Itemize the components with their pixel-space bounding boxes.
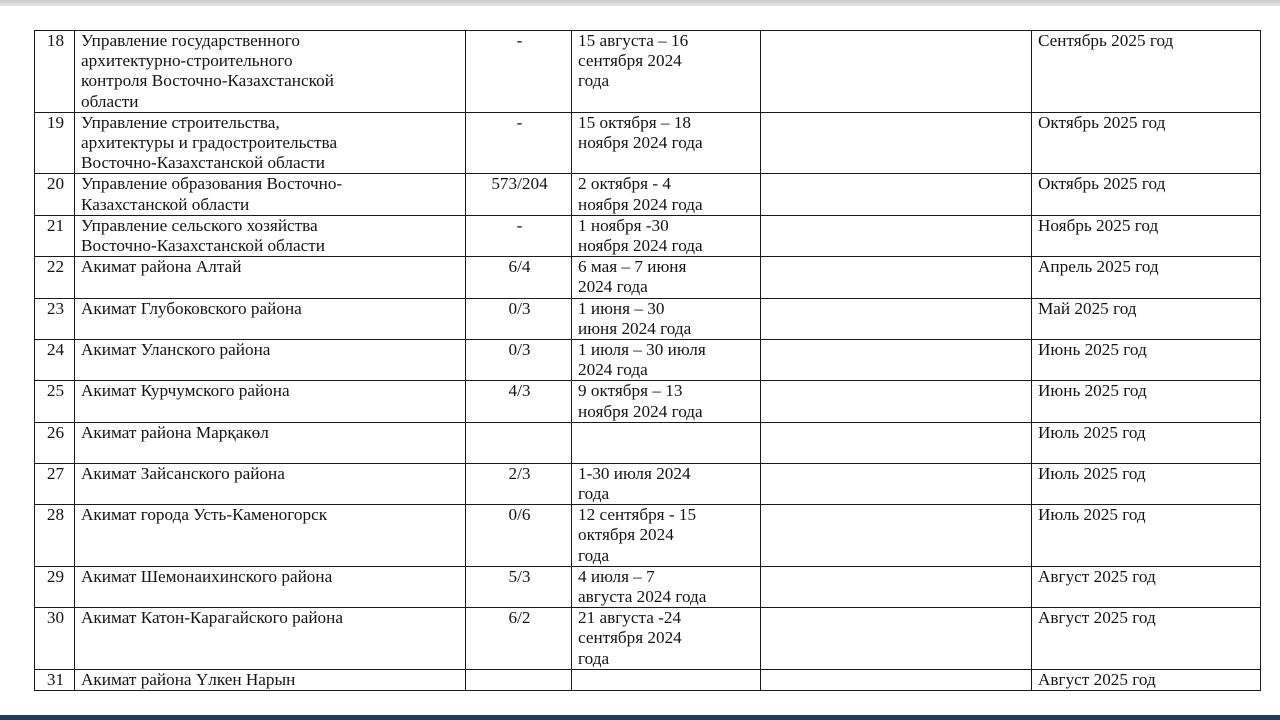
organization-name: Управление строительства, архитектуры и градостроительства Восточно-Казахстанской области — [75, 112, 466, 174]
notes-cell — [761, 215, 1032, 256]
row-number: 21 — [35, 215, 75, 256]
organization-name: Акимат города Усть-Каменогорск — [75, 505, 466, 567]
planned-date: Август 2025 год — [1032, 669, 1261, 690]
notes-cell — [761, 669, 1032, 690]
row-number: 22 — [35, 257, 75, 298]
planned-date: Июнь 2025 год — [1032, 381, 1261, 422]
bottom-border — [0, 715, 1280, 720]
planned-date: Октябрь 2025 год — [1032, 174, 1261, 215]
count-value — [466, 669, 572, 690]
table-row — [35, 669, 1261, 690]
planned-date: Июль 2025 год — [1032, 505, 1261, 567]
notes-cell — [761, 608, 1032, 670]
audit-period: 1 ноября -30 ноября 2024 года — [572, 215, 761, 256]
audit-period: 21 августа -24 сентября 2024 года — [572, 608, 761, 670]
count-value: - — [466, 215, 572, 256]
audit-period: 12 сентября - 15 октября 2024 года — [572, 505, 761, 567]
notes-cell — [761, 340, 1032, 381]
audit-period: 15 августа – 16 сентября 2024 года — [572, 31, 761, 113]
notes-cell — [761, 174, 1032, 215]
count-value: - — [466, 112, 572, 174]
planned-date: Октябрь 2025 год — [1032, 112, 1261, 174]
table-row — [35, 215, 1261, 256]
row-number: 29 — [35, 566, 75, 607]
audit-period — [572, 669, 761, 690]
table-row — [35, 174, 1261, 215]
count-value: 6/4 — [466, 257, 572, 298]
table-row — [35, 381, 1261, 422]
notes-cell — [761, 298, 1032, 339]
planned-date: Июль 2025 год — [1032, 422, 1261, 463]
organization-name: Акимат Шемонаихинского района — [75, 566, 466, 607]
audit-period: 1 июня – 30 июня 2024 года — [572, 298, 761, 339]
row-number: 30 — [35, 608, 75, 670]
notes-cell — [761, 422, 1032, 463]
row-number: 28 — [35, 505, 75, 567]
organization-name: Управление государственного архитектурно-строительного контроля Восточно-Казахстанской области — [75, 31, 466, 113]
table-row — [35, 298, 1261, 339]
table-row — [35, 422, 1261, 463]
row-number: 31 — [35, 669, 75, 690]
planned-date: Май 2025 год — [1032, 298, 1261, 339]
table-row — [35, 505, 1261, 567]
planned-date: Июнь 2025 год — [1032, 340, 1261, 381]
planned-date: Ноябрь 2025 год — [1032, 215, 1261, 256]
count-value: 573/204 — [466, 174, 572, 215]
planned-date: Апрель 2025 год — [1032, 257, 1261, 298]
count-value — [466, 422, 572, 463]
count-value: 6/2 — [466, 608, 572, 670]
count-value: - — [466, 31, 572, 113]
planned-date: Август 2025 год — [1032, 566, 1261, 607]
organization-name: Акимат района Марқакөл — [75, 422, 466, 463]
planned-date: Июль 2025 год — [1032, 463, 1261, 504]
planned-date: Август 2025 год — [1032, 608, 1261, 670]
table-row — [35, 566, 1261, 607]
row-number: 18 — [35, 31, 75, 113]
count-value: 5/3 — [466, 566, 572, 607]
organization-name: Акимат района Үлкен Нарын — [75, 669, 466, 690]
table-row — [35, 463, 1261, 504]
audit-period: 1-30 июля 2024 года — [572, 463, 761, 504]
organization-name: Управление образования Восточно- Казахстанской области — [75, 174, 466, 215]
row-number: 25 — [35, 381, 75, 422]
organization-name: Акимат Уланского района — [75, 340, 466, 381]
organization-name: Акимат Курчумского района — [75, 381, 466, 422]
table-row — [35, 112, 1261, 174]
audit-period: 9 октября – 13 ноября 2024 года — [572, 381, 761, 422]
row-number: 23 — [35, 298, 75, 339]
organization-name: Акимат Глубоковского района — [75, 298, 466, 339]
audit-period: 4 июля – 7 августа 2024 года — [572, 566, 761, 607]
count-value: 2/3 — [466, 463, 572, 504]
count-value: 0/3 — [466, 340, 572, 381]
audit-schedule-table — [34, 30, 1261, 691]
table-row — [35, 31, 1261, 113]
notes-cell — [761, 112, 1032, 174]
notes-cell — [761, 381, 1032, 422]
top-border — [0, 0, 1280, 6]
notes-cell — [761, 463, 1032, 504]
audit-period: 1 июля – 30 июля 2024 года — [572, 340, 761, 381]
organization-name: Акимат Зайсанского района — [75, 463, 466, 504]
row-number: 24 — [35, 340, 75, 381]
notes-cell — [761, 566, 1032, 607]
organization-name: Акимат Катон-Карагайского района — [75, 608, 466, 670]
audit-period: 6 мая – 7 июня 2024 года — [572, 257, 761, 298]
row-number: 26 — [35, 422, 75, 463]
table-row — [35, 608, 1261, 670]
count-value: 0/6 — [466, 505, 572, 567]
notes-cell — [761, 505, 1032, 567]
audit-period: 15 октября – 18 ноября 2024 года — [572, 112, 761, 174]
table-row — [35, 257, 1261, 298]
row-number: 27 — [35, 463, 75, 504]
row-number: 20 — [35, 174, 75, 215]
audit-period — [572, 422, 761, 463]
organization-name: Управление сельского хозяйства Восточно-Казахстанской области — [75, 215, 466, 256]
planned-date: Сентябрь 2025 год — [1032, 31, 1261, 113]
count-value: 0/3 — [466, 298, 572, 339]
count-value: 4/3 — [466, 381, 572, 422]
table-row — [35, 340, 1261, 381]
notes-cell — [761, 31, 1032, 113]
organization-name: Акимат района Алтай — [75, 257, 466, 298]
audit-period: 2 октября - 4 ноября 2024 года — [572, 174, 761, 215]
notes-cell — [761, 257, 1032, 298]
row-number: 19 — [35, 112, 75, 174]
